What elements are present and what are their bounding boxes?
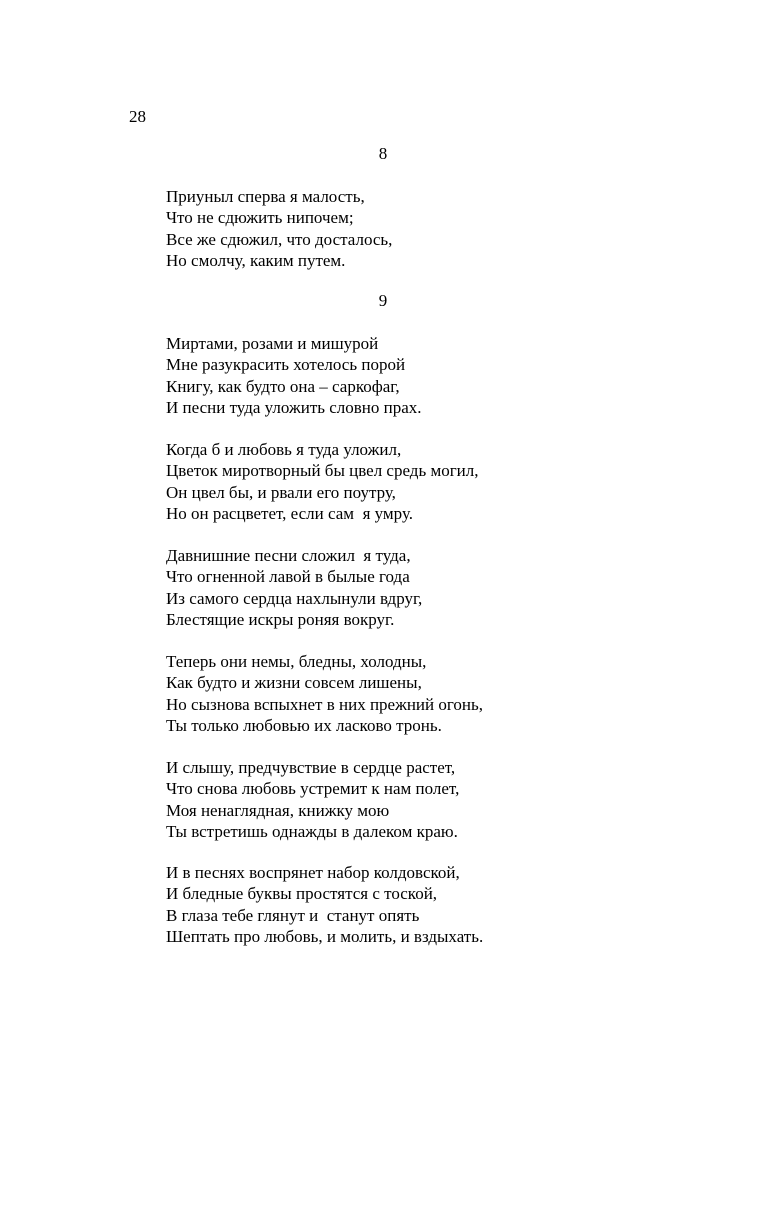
verse-line: Книгу, как будто она – саркофаг, xyxy=(166,376,400,396)
verse-line: Цветок миротворный бы цвел средь могил, xyxy=(166,461,479,481)
stanza-9-3 xyxy=(166,545,726,630)
verse-line: Когда б и любовь я туда уложил, xyxy=(166,440,402,459)
verse-line: Ты только любовью их ласково тронь. xyxy=(166,715,442,735)
verse-line: И бледные буквы простятся с тоской, xyxy=(166,884,438,904)
verse-line: Но смолчу, каким путем. xyxy=(166,250,346,270)
verse-line: Он цвел бы, и рвали его поутру, xyxy=(166,482,396,502)
stanza-9-5 xyxy=(166,757,726,842)
stanza-9-1 xyxy=(166,333,726,418)
verse-line: В глаза тебе глянут и станут опять xyxy=(166,905,420,925)
page-number: 28 xyxy=(129,107,146,126)
stanza-9-4 xyxy=(166,651,726,736)
verse-line: Мне разукрасить хотелось порой xyxy=(166,355,406,375)
verse-line: Миртами, розами и мишурой xyxy=(166,334,379,353)
verse-line: Приуныл сперва я малость, xyxy=(166,187,365,206)
verse-line: Все же сдюжил, что досталось, xyxy=(166,229,393,249)
verse-line: Ты встретишь однажды в далеком краю. xyxy=(166,821,458,841)
verse-line: И в песнях воспрянет набор колдовской, xyxy=(166,863,460,882)
stanza-8-1 xyxy=(166,186,726,271)
verse-line: Но он расцветет, если сам я умру. xyxy=(166,503,413,523)
section-number-9 xyxy=(0,290,768,311)
section-number-8 xyxy=(0,143,768,164)
verse-line: Шептать про любовь, и молить, и вздыхать. xyxy=(166,926,484,946)
section-number-label: 8 xyxy=(378,144,388,163)
verse-line: И песни туда уложить словно прах. xyxy=(166,397,422,417)
stanza-9-2 xyxy=(166,439,726,524)
stanza-9-6 xyxy=(166,862,726,947)
verse-line: Что огненной лавой в былые года xyxy=(166,567,410,587)
verse-line: Что не сдюжить нипочем; xyxy=(166,208,354,228)
verse-line: Из самого сердца нахлынули вдруг, xyxy=(166,588,423,608)
verse-line: И слышу, предчувствие в сердце растет, xyxy=(166,758,456,777)
verse-line: Моя ненаглядная, книжку мою xyxy=(166,800,390,820)
verse-line: Что снова любовь устремит к нам полет, xyxy=(166,779,460,799)
verse-line: Но сызнова вспыхнет в них прежний огонь, xyxy=(166,694,484,714)
section-number-label: 9 xyxy=(378,291,388,310)
verse-line: Как будто и жизни совсем лишены, xyxy=(166,673,422,693)
verse-line: Давнишние песни сложил я туда, xyxy=(166,546,411,565)
verse-line: Блестящие искры роняя вокруг. xyxy=(166,609,395,629)
verse-line: Теперь они немы, бледны, холодны, xyxy=(166,652,427,671)
